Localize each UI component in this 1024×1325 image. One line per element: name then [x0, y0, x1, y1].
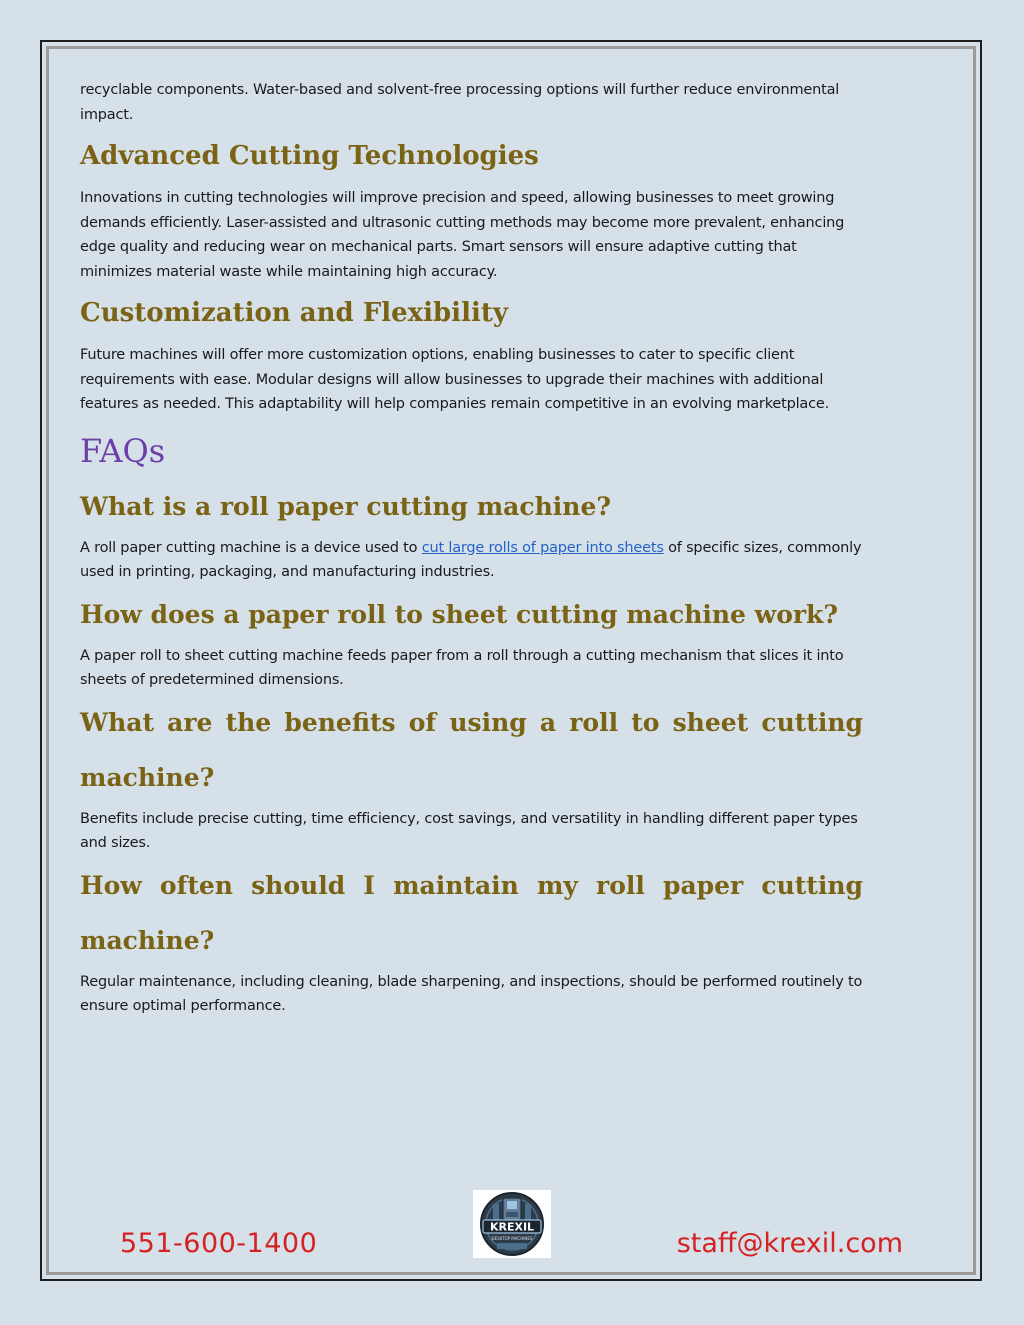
footer-phone[interactable]: 551-600-1400: [120, 1228, 318, 1259]
logo-wordmark: KREXIL: [489, 1220, 535, 1234]
faq-question: What is a roll paper cutting machine?: [80, 491, 611, 521]
section-text-cutting-technologies: Innovations in cutting technologies will improve precision and speed, allowing businesses to meet growing demands efficiently. Laser-assisted and ultrasonic cutting methods may become more prevalent, enhancing edge quality and reducing wear on mechanical parts. Smart sensors will ensure adaptive cutting that minimizes material waste while maintaining high accuracy.: [80, 190, 845, 280]
krexil-logo: [473, 1190, 551, 1258]
document-content: [80, 78, 863, 1019]
faq-question: How does a paper roll to sheet cutting machine work?: [80, 599, 839, 629]
section-text-customization: Future machines will offer more customization options, enabling businesses to cater to specific client requirements with ease. Modular designs will allow businesses to upgrade their machines with additional features as needed. This adaptability will help companies remain competitive in an evolving marketplace.: [80, 347, 830, 412]
section-heading-cutting-technologies: Advanced Cutting Technologies: [80, 141, 539, 171]
faq-question: How often should I maintain my roll paper cutting machine?: [80, 870, 863, 955]
intro-paragraph: recyclable components. Water-based and solvent-free processing options will further reduce environmental impact.: [80, 82, 840, 123]
faq-answer: A paper roll to sheet cutting machine feeds paper from a roll through a cutting mechanism that slices it into sheets of predetermined dimensions.: [80, 647, 844, 688]
section-heading-customization: Customization and Flexibility: [80, 298, 508, 328]
faq-answer-text-before: A roll paper cutting machine is a device used to: [80, 539, 422, 556]
faq-answer: Benefits include precise cutting, time efficiency, cost savings, and versatility in handling different paper types and sizes.: [80, 810, 858, 851]
faq-answer-text-after: of specific sizes, commonly used in printing, packaging, and manufacturing industries.: [80, 539, 862, 580]
footer-email[interactable]: staff@krexil.com: [676, 1228, 903, 1259]
faq-heading: FAQs: [80, 431, 166, 470]
faq-answer: Regular maintenance, including cleaning, blade sharpening, and inspections, should be performed routinely to ensure optimal performance.: [80, 973, 863, 1014]
logo-subtext: DESKTOP MACHINES: [491, 1236, 533, 1241]
faq-question: What are the benefits of using a roll to sheet cutting machine?: [80, 707, 863, 792]
krexil-logo-icon: [473, 1190, 551, 1258]
paper-cutting-link[interactable]: cut large rolls of paper into sheets: [421, 539, 664, 556]
faq-answer: [80, 536, 863, 585]
